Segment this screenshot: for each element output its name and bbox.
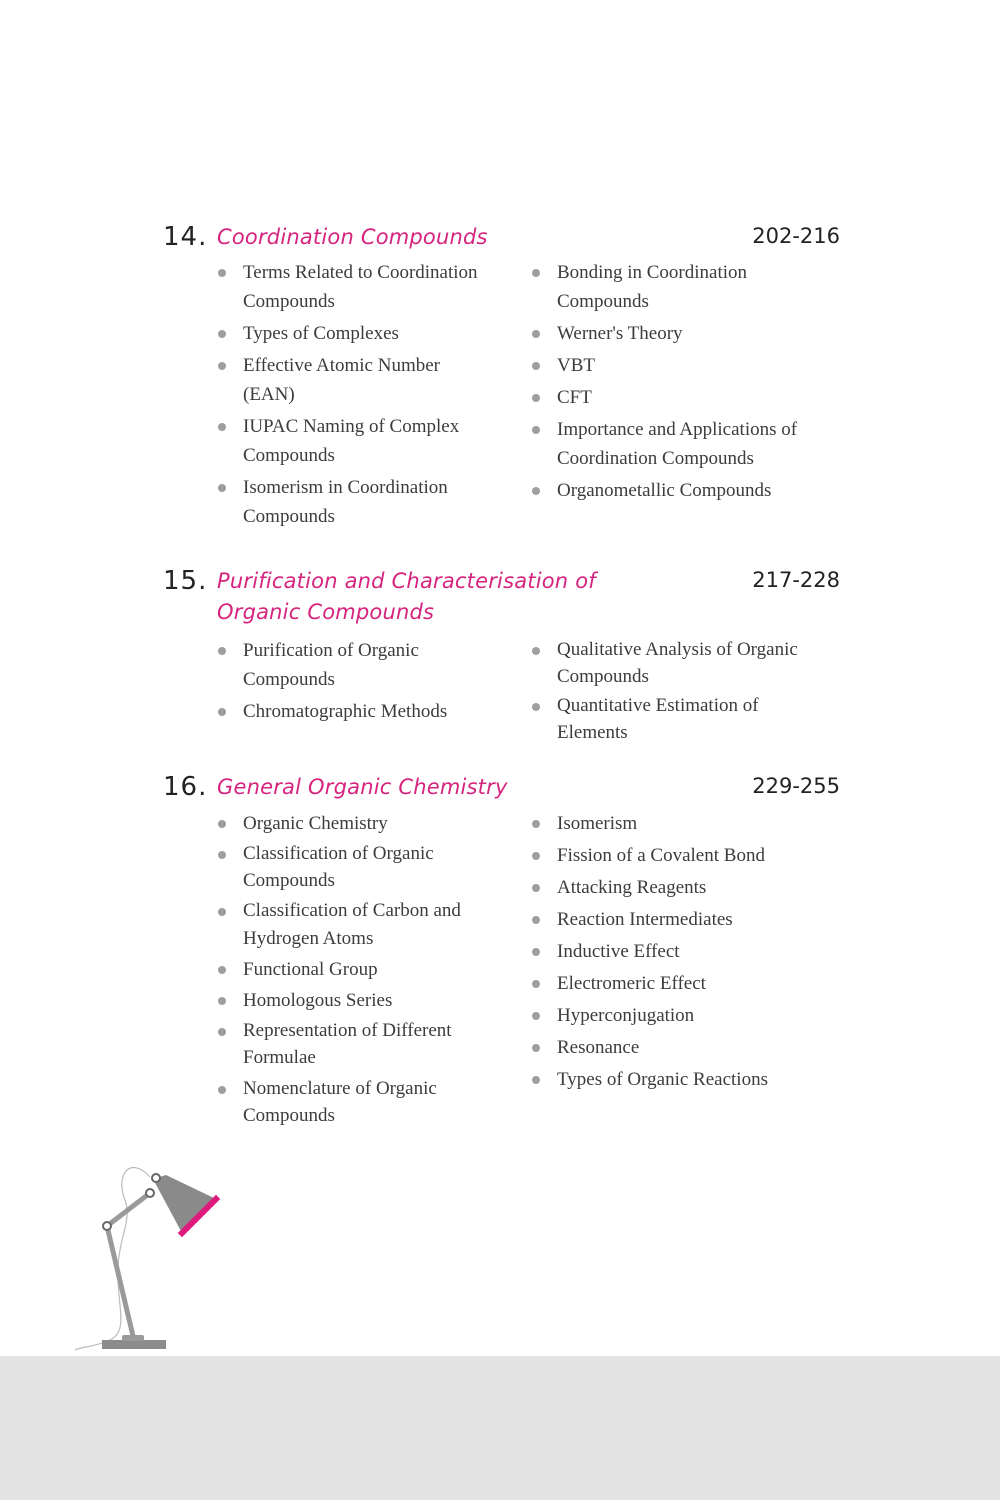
chapter-number: 16.	[163, 772, 208, 802]
list-item: Homologous Series	[216, 986, 516, 1015]
footer-band	[0, 1356, 1000, 1500]
bullet-icon	[532, 426, 540, 434]
list-item: VBT	[530, 351, 850, 380]
list-item: Werner's Theory	[530, 319, 850, 348]
list-item: Types of Organic Reactions	[530, 1065, 850, 1094]
bullet-icon	[218, 820, 226, 828]
chapter-title: Purification and Characterisation of Organic Compounds	[217, 569, 596, 624]
bullet-icon	[532, 1076, 540, 1084]
list-item: Importance and Applications of Coordination Compounds	[530, 415, 832, 473]
list-item: Organic Chemistry	[216, 809, 516, 838]
bullet-icon	[218, 997, 226, 1005]
chapter-pages: 202-216	[752, 224, 840, 248]
list-item: Classification of Organic Compounds	[216, 840, 483, 894]
bullet-icon	[218, 1028, 226, 1036]
list-item: Attacking Reagents	[530, 873, 850, 902]
list-item: Nomenclature of Organic Compounds	[216, 1075, 483, 1129]
bullet-icon	[218, 966, 226, 974]
bullet-icon	[218, 484, 226, 492]
list-item: Purification of Organic Compounds	[216, 636, 473, 694]
bullet-icon	[532, 269, 540, 277]
bullet-icon	[218, 1086, 226, 1094]
bullet-icon	[532, 884, 540, 892]
list-item: Chromatographic Methods	[216, 697, 516, 726]
list-item: Types of Complexes	[216, 319, 516, 348]
bullet-icon	[218, 330, 226, 338]
chapter-number: 15.	[163, 566, 208, 596]
list-item: Bonding in Coordination Compounds	[530, 258, 787, 316]
bullet-icon	[532, 487, 540, 495]
bullet-icon	[532, 820, 540, 828]
list-item: Classification of Carbon and Hydrogen Atoms	[216, 897, 518, 953]
topic-list-right	[530, 809, 850, 1094]
bullet-icon	[218, 647, 226, 655]
bullet-icon	[532, 980, 540, 988]
topic-list-left	[216, 258, 516, 531]
bullet-icon	[532, 394, 540, 402]
list-item: Hyperconjugation	[530, 1001, 850, 1030]
list-item: Fission of a Covalent Bond	[530, 841, 850, 870]
bullet-icon	[218, 362, 226, 370]
bullet-icon	[532, 1044, 540, 1052]
list-item: Electromeric Effect	[530, 969, 850, 998]
topic-list-right	[530, 636, 850, 746]
bullet-icon	[218, 423, 226, 431]
topic-list-left	[216, 636, 516, 726]
list-item: IUPAC Naming of Complex Compounds	[216, 412, 493, 470]
bullet-icon	[218, 269, 226, 277]
list-item: Isomerism	[530, 809, 850, 838]
list-item: Reaction Intermediates	[530, 905, 850, 934]
bullet-icon	[532, 916, 540, 924]
list-item: Effective Atomic Number (EAN)	[216, 351, 463, 409]
bullet-icon	[532, 703, 540, 711]
list-item: Qualitative Analysis of Organic Compounds	[530, 636, 832, 690]
bullet-icon	[218, 708, 226, 716]
list-item: Resonance	[530, 1033, 850, 1062]
list-item: Isomerism in Coordination Compounds	[216, 473, 493, 531]
chapter-pages: 217-228	[752, 568, 840, 592]
bullet-icon	[218, 908, 226, 916]
list-item: Representation of Different Formulae	[216, 1017, 503, 1071]
list-item: Inductive Effect	[530, 937, 850, 966]
list-item: Quantitative Estimation of Elements	[530, 692, 802, 746]
chapter-title: Coordination Compounds	[217, 225, 488, 249]
topic-list-left	[216, 809, 516, 1129]
bullet-icon	[532, 647, 540, 655]
list-item: Organometallic Compounds	[530, 476, 850, 505]
bullet-icon	[532, 362, 540, 370]
list-item: CFT	[530, 383, 850, 412]
chapter-pages: 229-255	[752, 774, 840, 798]
bullet-icon	[532, 852, 540, 860]
bullet-icon	[532, 1012, 540, 1020]
bullet-icon	[218, 851, 226, 859]
list-item: Terms Related to Coordination Compounds	[216, 258, 493, 316]
list-item: Functional Group	[216, 955, 516, 984]
desk-lamp-icon	[70, 1155, 230, 1355]
bullet-icon	[532, 330, 540, 338]
chapter-title: General Organic Chemistry	[217, 775, 508, 799]
chapter-number: 14.	[163, 222, 208, 252]
bullet-icon	[532, 948, 540, 956]
topic-list-right	[530, 258, 850, 505]
